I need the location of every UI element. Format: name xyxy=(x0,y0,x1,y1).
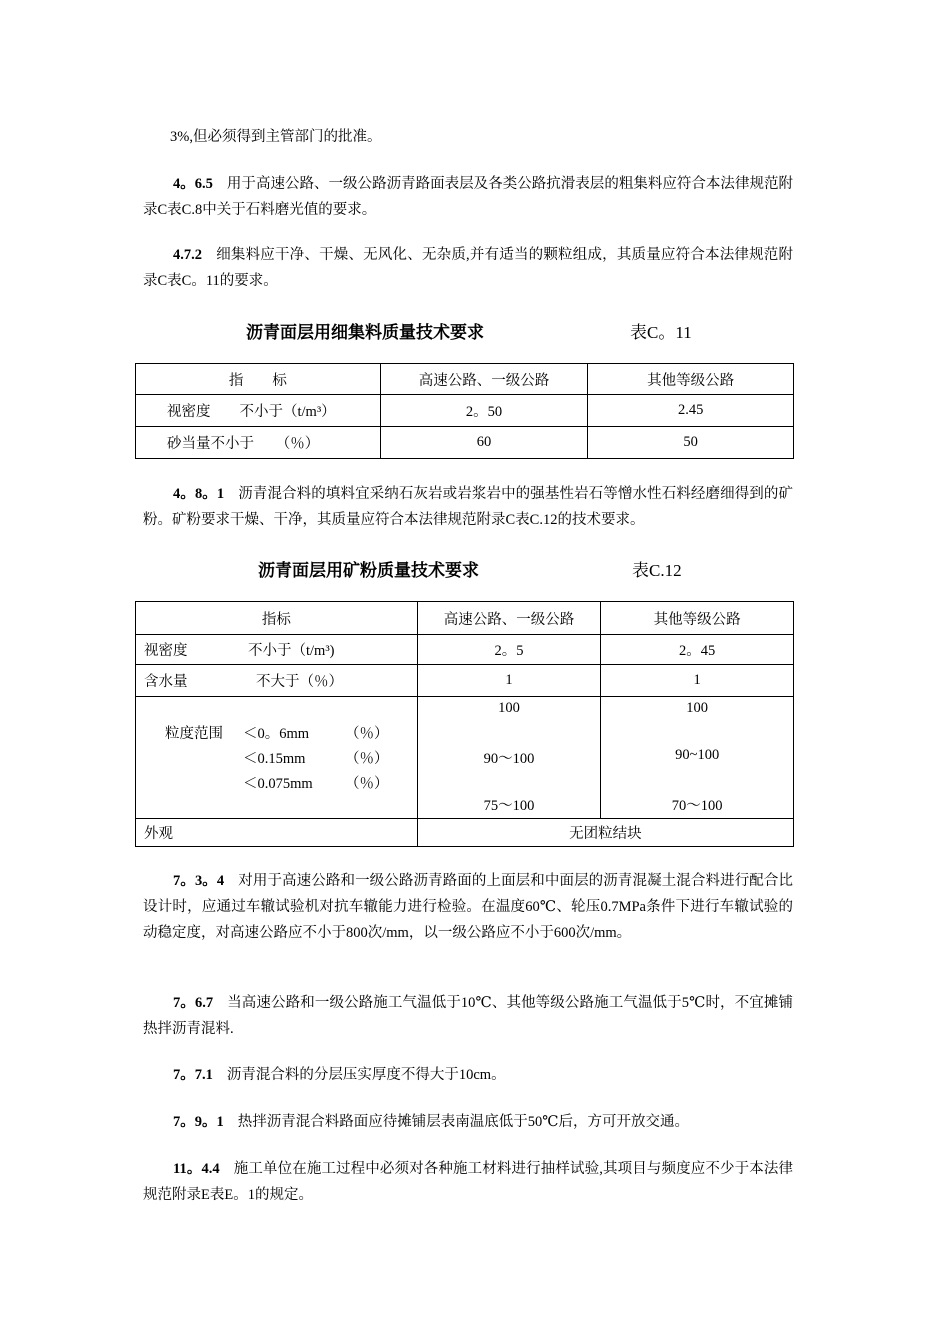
table-title: 沥青面层用矿粉质量技术要求 xyxy=(258,561,479,580)
clause-number: 7。9。1 xyxy=(173,1114,224,1130)
table-row xyxy=(136,665,794,697)
table-title: 沥青面层用细集料质量技术要求 xyxy=(246,323,484,342)
cell-value: 70～100 xyxy=(671,798,723,814)
cell-value: 75～100 xyxy=(483,798,535,814)
row-label: 视密度 不小于（t/m³） xyxy=(136,395,381,427)
paragraph-continuation: 3%,但必须得到主管部门的批准。 xyxy=(170,129,382,145)
header-cell: 其他等级公路 xyxy=(601,602,794,635)
grain-size: ＜0.15mm xyxy=(243,751,306,767)
clause-text: 热拌沥青混合料路面应待摊铺层表南温底低于50℃后，方可开放交通。 xyxy=(237,1114,689,1130)
clause-text: 沥青混合料的分层压实厚度不得大于10cm。 xyxy=(226,1067,506,1083)
clause-number: 11。4.4 xyxy=(173,1161,220,1177)
row-label: 砂当量不小于 （％） xyxy=(136,427,381,459)
cell-value: 2。5 xyxy=(417,635,601,665)
clause-number: 7。6.7 xyxy=(173,995,214,1011)
clause-number: 7。7.1 xyxy=(173,1067,213,1083)
row-label: 粒度范围 xyxy=(165,726,223,742)
header-cell: 其他等级公路 xyxy=(588,364,794,395)
cell-value: 无团粒结块 xyxy=(417,819,793,847)
cell-value: 2。50 xyxy=(380,395,588,427)
header-cell: 高速公路、一级公路 xyxy=(417,602,601,635)
table-header-row xyxy=(136,364,794,395)
cell-value: 90~100 xyxy=(675,747,720,763)
table-row xyxy=(136,427,794,459)
grain-unit: （％） xyxy=(345,751,389,767)
grain-unit: （％） xyxy=(345,726,389,742)
cell-value: 50 xyxy=(588,427,794,459)
clause-number: 4。8。1 xyxy=(173,486,225,502)
paragraph-7-9-1 xyxy=(143,1109,793,1135)
paragraph-11-4-4 xyxy=(143,1156,793,1208)
paragraph-7-6-7 xyxy=(143,990,793,1042)
cell-value: 100 xyxy=(498,700,520,716)
clause-text: 用于高速公路、一级公路沥青路面表层及各类公路抗滑表层的粗集料应符合本法律规范附录C表C.8中关于石料磨光值的要求。 xyxy=(143,176,793,218)
table-code: 表C。11 xyxy=(630,323,692,342)
row-label: 视密度 xyxy=(144,643,188,659)
clause-number: 7。3。4 xyxy=(173,873,225,889)
clause-text: 细集料应干净、干燥、无风化、无杂质,并有适当的颗粒组成，其质量应符合本法律规范附录C表C。11的要求。 xyxy=(143,247,793,289)
row-label: 外观 xyxy=(136,819,418,847)
cell-value: 2。45 xyxy=(601,635,794,665)
row-label: 含水量 xyxy=(144,674,188,690)
clause-text: 对用于高速公路和一级公路沥青路面的上面层和中面层的沥青混凝土混合料进行配合比设计时，应通过车辙试验机对抗车辙能力进行检验。在温度60℃、轮压0.7MPa条件下进行车辙试验的动稳定度，对高速公路应不小于800次/mm，以一级公路应不小于600次/mm。 xyxy=(143,873,793,941)
cell-value: 60 xyxy=(380,427,588,459)
table-row xyxy=(136,819,794,847)
cell-value: 1 xyxy=(417,665,601,697)
table-row xyxy=(136,635,794,665)
table-row-grain xyxy=(136,697,794,819)
row-condition: 不小于（t/m³) xyxy=(248,643,335,659)
cell-value: 90～100 xyxy=(483,751,535,767)
grain-unit: （％） xyxy=(345,776,389,792)
clause-text: 当高速公路和一级公路施工气温低于10℃、其他等级公路施工气温低于5℃时，不宜摊铺热拌沥青混料. xyxy=(143,995,793,1037)
paragraph-7-3-4 xyxy=(143,868,793,946)
header-cell: 高速公路、一级公路 xyxy=(380,364,588,395)
clause-text: 沥青混合料的填料宜采纳石灰岩或岩浆岩中的强基性岩石等憎水性石料经磨细得到的矿粉。矿粉要求干燥、干净，其质量应符合本法律规范附录C表C.12的技术要求。 xyxy=(143,486,793,528)
clause-text: 施工单位在施工过程中必须对各种施工材料进行抽样试验,其项目与频度应不少于本法律规范附录E表E。1的规定。 xyxy=(143,1161,794,1203)
header-cell: 指标 xyxy=(136,602,418,635)
table-header-row xyxy=(136,602,794,635)
row-condition: 不大于（％） xyxy=(256,674,343,690)
clause-number: 4.7.2 xyxy=(173,247,202,263)
paragraph-4-7-2 xyxy=(143,242,793,294)
paragraph-4-8-1 xyxy=(143,481,793,533)
grain-size: ＜0.075mm xyxy=(243,776,313,792)
table-c12 xyxy=(135,601,794,847)
paragraph-4-6-5 xyxy=(143,171,793,223)
cell-value: 2.45 xyxy=(588,395,794,427)
clause-number: 4。6.5 xyxy=(173,176,213,192)
table-row xyxy=(136,395,794,427)
table-code: 表C.12 xyxy=(632,561,682,580)
cell-value: 100 xyxy=(686,700,709,716)
cell-value: 1 xyxy=(601,665,794,697)
paragraph-7-7-1 xyxy=(143,1062,793,1088)
grain-size: ＜0。6mm xyxy=(243,726,310,742)
table-c11 xyxy=(135,363,794,459)
header-cell: 指 标 xyxy=(136,364,381,395)
